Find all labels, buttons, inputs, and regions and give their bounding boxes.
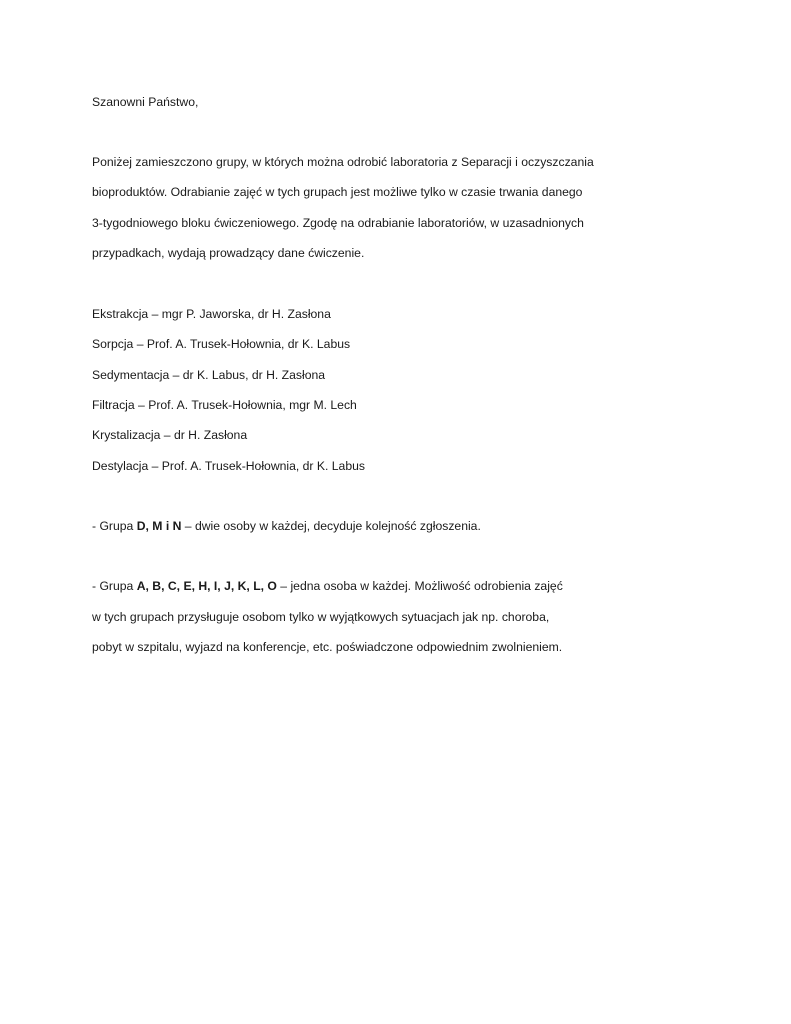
lab-item-krystalizacja: Krystalizacja – dr H. Zasłona bbox=[92, 428, 248, 442]
group-others-paragraph bbox=[92, 578, 563, 594]
intro-line: Poniżej zamieszczono grupy, w których można odrobić laboratoria z Separacji i oczyszczania bbox=[92, 155, 594, 169]
group-prefix: - Grupa bbox=[92, 519, 137, 533]
greeting: Szanowni Państwo, bbox=[92, 95, 199, 109]
lab-item-filtracja: Filtracja – Prof. A. Trusek-Hołownia, mgr M. Lech bbox=[92, 398, 357, 412]
group-others-continuation: w tych grupach przysługuje osobom tylko w wyjątkowych sytuacjach jak np. choroba, bbox=[92, 610, 550, 624]
lab-item-destylacja: Destylacja – Prof. A. Trusek-Hołownia, dr K. Labus bbox=[92, 459, 365, 473]
group-list: A, B, C, E, H, I, J, K, L, O bbox=[136, 579, 277, 593]
group-description: – dwie osoby w każdej, decyduje kolejność zgłoszenia. bbox=[181, 519, 481, 533]
intro-line: bioproduktów. Odrabianie zajęć w tych grupach jest możliwe tylko w czasie trwania danego bbox=[92, 185, 583, 199]
group-description: – jedna osoba w każdej. Możliwość odrobienia zajęć bbox=[276, 579, 563, 593]
group-prefix: - Grupa bbox=[92, 579, 137, 593]
group-list: D, M i N bbox=[136, 519, 182, 533]
group-d-m-n-paragraph bbox=[92, 518, 481, 534]
intro-line: przypadkach, wydają prowadzący dane ćwiczenie. bbox=[92, 246, 365, 260]
lab-item-sedymentacja: Sedymentacja – dr K. Labus, dr H. Zasłona bbox=[92, 368, 326, 382]
lab-item-ekstrakcja: Ekstrakcja – mgr P. Jaworska, dr H. Zasłona bbox=[92, 307, 331, 321]
group-others-continuation: pobyt w szpitalu, wyjazd na konferencje, etc. poświadczone odpowiednim zwolnieniem. bbox=[92, 640, 563, 654]
intro-line: 3-tygodniowego bloku ćwiczeniowego. Zgodę na odrabianie laboratoriów, w uzasadnionych bbox=[92, 216, 584, 230]
lab-item-sorpcja: Sorpcja – Prof. A. Trusek-Hołownia, dr K. Labus bbox=[92, 337, 351, 351]
